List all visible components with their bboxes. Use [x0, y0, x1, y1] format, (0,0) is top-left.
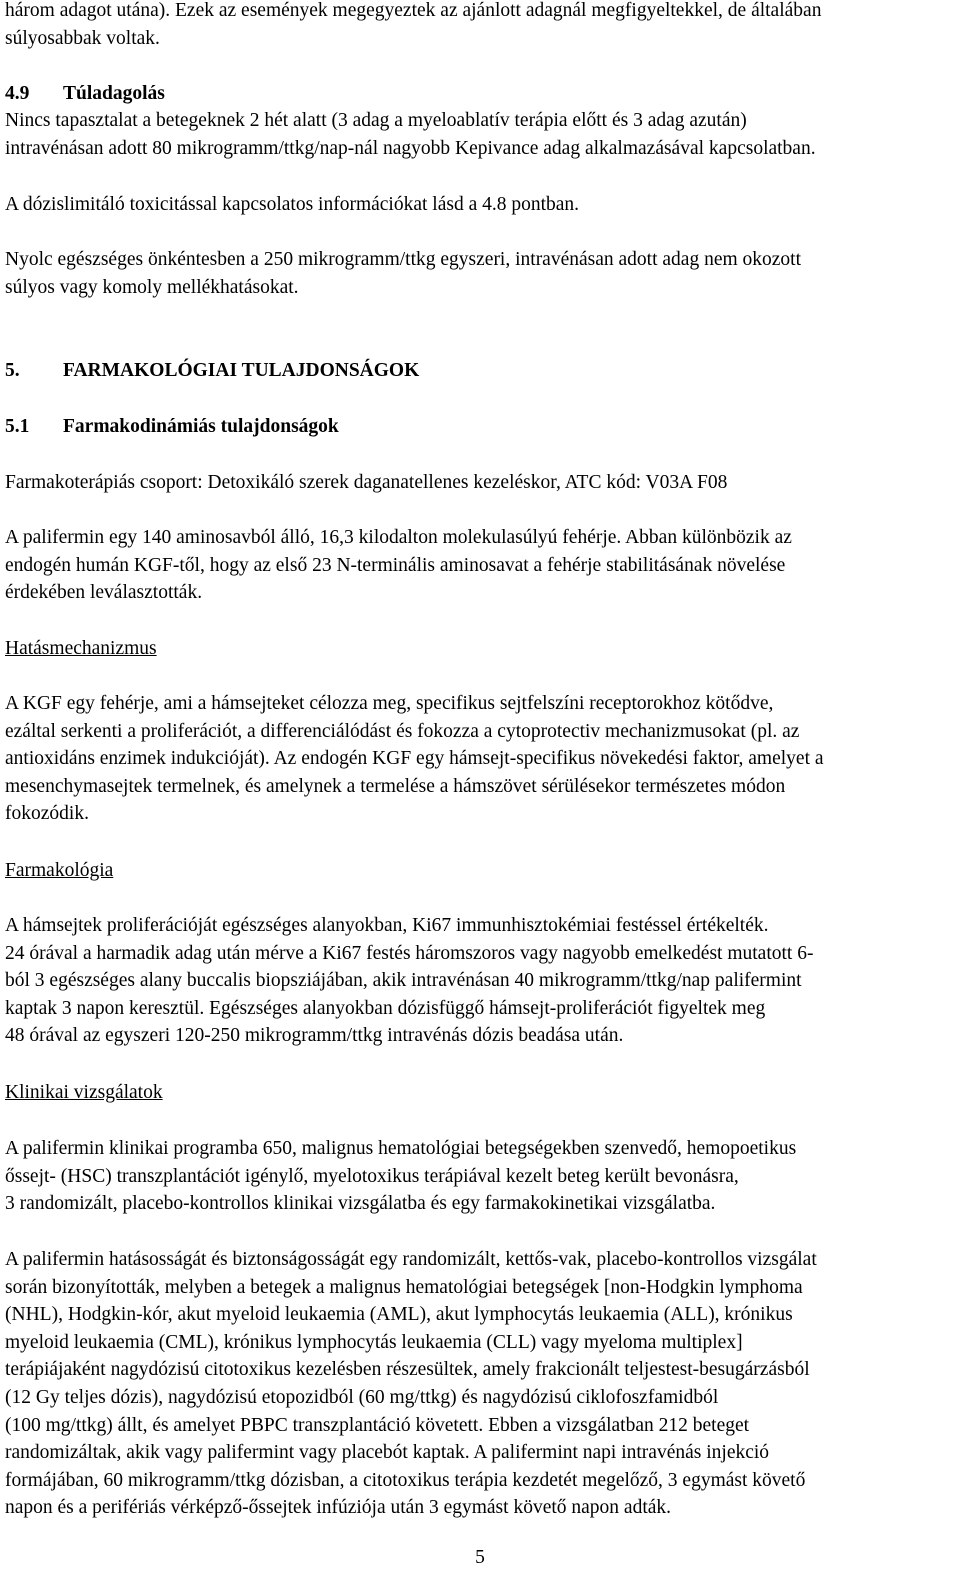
text-line: ezáltal serkenti a proliferációt, a differenciálódást és fokozza a cytoprotectiv mechanizmusokat (pl. az [5, 720, 800, 742]
text-line: ból 3 egészséges alany buccalis biopsziájában, akik intravénásan 40 mikrogramm/ttkg/nap palifermint [5, 970, 802, 992]
subheading-mechanism [5, 635, 955, 663]
text-line: 24 órával a harmadik adag után mérve a Ki67 festés háromszoros vagy nagyobb emelkedést mutatott 6- [5, 942, 814, 964]
text-line: őssejt- (HSC) transzplantációt igénylő, myelotoxikus terápiával kezelt beteg került bevonásra, [5, 1165, 739, 1187]
text-line: terápiájaként nagydózisú citotoxikus kezelésben részesültek, amely frakcionált teljestest-besugárzásból [5, 1359, 810, 1381]
paragraph-overdose-3 [5, 246, 955, 301]
section-title: FARMAKOLÓGIAI TULAJDONSÁGOK [63, 360, 420, 381]
section-number: 4.9 [5, 83, 30, 104]
text-line: 48 órával az egyszeri 120-250 mikrogramm/ttkg intravénás dózis beadása után. [5, 1025, 624, 1047]
subheading-text: Klinikai vizsgálatok [5, 1082, 163, 1103]
text-line: súlyosabbak voltak. [5, 27, 160, 49]
text-line: fokozódik. [5, 803, 89, 825]
section-title: Túladagolás [63, 83, 165, 104]
section-heading-5 [5, 357, 955, 385]
text-line: Nincs tapasztalat a betegeknek 2 hét alatt (3 adag a myeloablatív terápia előtt és 3 adag azután) [5, 110, 747, 131]
text-line: A hámsejtek proliferációját egészséges alanyokban, Ki67 immunhisztokémiai festéssel értékelték. [5, 915, 769, 936]
paragraph-palifermin [5, 524, 955, 607]
text-line: (12 Gy teljes dózis), nagydózisú etopozidból (60 mg/ttkg) és nagydózisú ciklofoszfamidból [5, 1386, 719, 1408]
paragraph-overdose-2 [5, 191, 955, 219]
text-line: A dózislimitáló toxicitással kapcsolatos információkat lásd a 4.8 pontban. [5, 194, 580, 215]
text-line: során bizonyították, melyben a betegek a malignus hematológiai betegségek [non-Hodgkin lymphoma [5, 1276, 803, 1298]
subheading-clinical [5, 1079, 955, 1107]
text-line: 3 randomizált, placebo-kontrollos klinikai vizsgálatba és egy farmakokinetikai vizsgálatba. [5, 1193, 716, 1215]
text-line: A palifermin egy 140 aminosavból álló, 16,3 kilodalton molekulasúlyú fehérje. Abban különbözik az [5, 527, 792, 548]
paragraph-continuation [5, 0, 955, 52]
text-line: antioxidáns enzimek indukcióját). Az endogén KGF egy hámsejt-specifikus növekedési faktor, amelyet a [5, 748, 824, 770]
text-line: Farmakoterápiás csoport: Detoxikáló szerek daganatellenes kezeléskor, ATC kód: V03A F08 [5, 472, 728, 493]
paragraph-pharmacology [5, 912, 955, 1050]
section-heading-5-1 [5, 413, 955, 441]
subheading-text: Farmakológia [5, 860, 114, 881]
paragraph-atc [5, 469, 955, 497]
text-line: súlyos vagy komoly mellékhatásokat. [5, 276, 299, 298]
text-line: (NHL), Hodgkin-kór, akut myeloid leukaemia (AML), akut lymphocytás leukaemia (ALL), krónikus [5, 1304, 793, 1326]
section-heading-4-9 [5, 80, 955, 108]
text-line: endogén humán KGF-től, hogy az első 23 N-terminális aminosavat a fehérje stabilitásának növelése [5, 554, 786, 576]
text-line: A KGF egy fehérje, ami a hámsejteket célozza meg, specifikus sejtfelszíni receptorokhoz kötődve, [5, 693, 774, 714]
text-line: napon és a perifériás vérképző-őssejtek infúziója után 3 egymást követő napon adták. [5, 1497, 672, 1519]
text-line: kaptak 3 napon keresztül. Egészséges alanyokban dózisfüggő hámsejt-proliferációt figyeltek meg [5, 997, 766, 1019]
text-line: randomizáltak, akik vagy palifermint vagy placebót kaptak. A palifermint napi intravénás injekció [5, 1442, 770, 1464]
section-number: 5. [5, 360, 20, 381]
text-line: mesenchymasejtek termelnek, és amelynek a termelése a hámszövet sérülésekor természetes módon [5, 775, 786, 797]
paragraph-mechanism [5, 690, 955, 828]
text-line: formájában, 60 mikrogramm/ttkg dózisban, a citotoxikus terápia kezdetét megelőző, 3 egymást követő [5, 1469, 806, 1491]
text-line: A palifermin hatásosságát és biztonságosságát egy randomizált, kettős-vak, placebo-kontrollos vizsgálat [5, 1249, 817, 1270]
text-line: myeloid leukaemia (CML), krónikus lymphocytás leukaemia (CLL) vagy myeloma multiplex] [5, 1331, 743, 1353]
text-line: A palifermin klinikai programba 650, malignus hematológiai betegségekben szenvedő, hemopoetikus [5, 1138, 797, 1159]
text-line: (100 mg/ttkg) állt, és amelyet PBPC transzplantáció követett. Ebben a vizsgálatban 212 beteget [5, 1414, 750, 1436]
text-line: három adagot utána). Ezek az események megegyeztek az ajánlott adagnál megfigyeltekkel, de általában [5, 0, 822, 21]
paragraph-clinical-1 [5, 1135, 955, 1218]
text-line: Nyolc egészséges önkéntesben a 250 mikrogramm/ttkg egyszeri, intravénásan adott adag nem okozott [5, 249, 802, 270]
text-line: érdekében leválasztották. [5, 582, 203, 604]
paragraph-overdose-1 [5, 107, 955, 162]
section-title: Farmakodinámiás tulajdonságok [63, 416, 339, 437]
section-number: 5.1 [5, 416, 30, 437]
subheading-pharmacology [5, 857, 955, 885]
text-line: intravénásan adott 80 mikrogramm/ttkg/nap-nál nagyobb Kepivance adag alkalmazásával kapcsolatban. [5, 137, 816, 159]
page-number: 5 [475, 1547, 485, 1568]
subheading-text: Hatásmechanizmus [5, 638, 157, 659]
paragraph-clinical-2 [5, 1246, 955, 1522]
